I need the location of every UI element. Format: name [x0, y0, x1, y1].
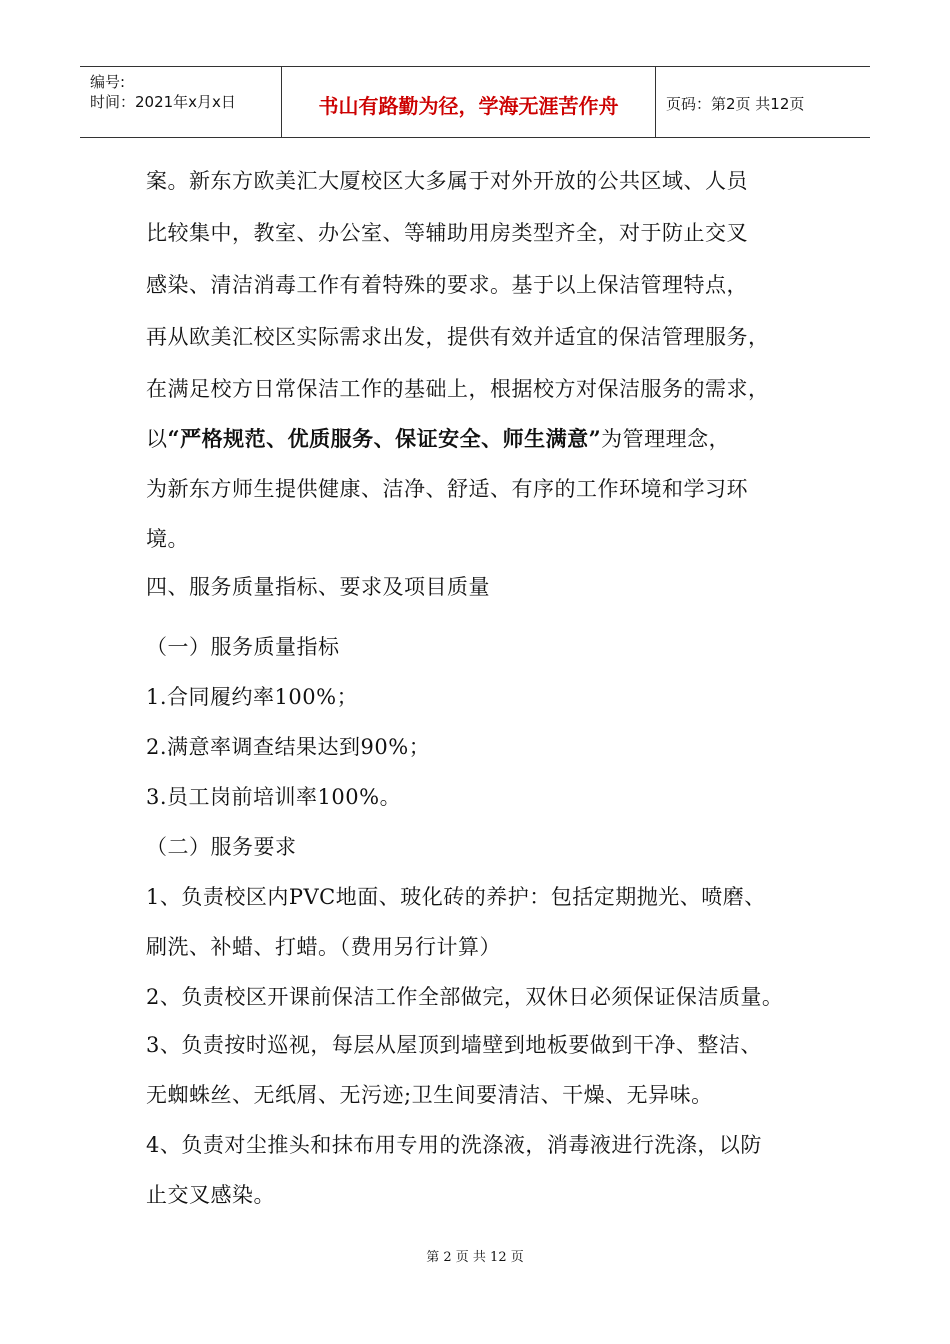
doc-number-label: 编号: [90, 73, 126, 91]
body-line: 在满足校方日常保洁工作的基础上，根据校方对保洁服务的需求， [146, 377, 770, 401]
body-line: 为新东方师生提供健康、洁净、舒适、有序的工作环境和学习环 [146, 477, 748, 501]
list-item: 4、负责对尘推头和抹布用专用的洗涤液，消毒液进行洗涤，以防 [146, 1133, 762, 1157]
header-page-cell [656, 67, 870, 137]
list-item: 止交叉感染。 [146, 1183, 275, 1207]
philosophy-emphasis: “严格规范、优质服务、保证安全、师生满意” [167, 426, 602, 451]
page-footer: 第 2 页 共 12 页 [426, 1250, 524, 1265]
header-motto: 书山有路勤为径，学海无涯苦作舟 [318, 94, 619, 118]
doc-date-label: 时间：2021年x月x日 [90, 93, 236, 111]
subsection-heading: （二）服务要求 [146, 835, 297, 859]
philosophy-prefix: 以 [146, 427, 168, 451]
section-heading: 四、服务质量指标、要求及项目质量 [146, 575, 490, 599]
body-line: 比较集中，教室、办公室、等辅助用房类型齐全，对于防止交叉 [146, 221, 748, 245]
list-item: 2、负责校区开课前保洁工作全部做完，双休日必须保证保洁质量。 [146, 985, 784, 1009]
list-item: 刷洗、补蜡、打蜡。（费用另行计算） [146, 935, 501, 959]
header-meta-cell [80, 67, 282, 137]
list-item: 2.满意率调查结果达到90%； [146, 735, 431, 759]
body-line: 境。 [146, 527, 189, 551]
body-line: 感染、清洁消毒工作有着特殊的要求。基于以上保洁管理特点， [146, 273, 748, 297]
header-page-info: 页码：第2页 共12页 [666, 95, 805, 113]
header-motto-cell [282, 67, 656, 137]
subsection-heading: （一）服务质量指标 [146, 635, 340, 659]
list-item: 1.合同履约率100%； [146, 685, 359, 709]
body-line: 案。新东方欧美汇大厦校区大多属于对外开放的公共区域、人员 [146, 169, 748, 193]
body-line-philosophy [146, 423, 730, 453]
list-item: 无蜘蛛丝、无纸屑、无污迹;卫生间要清洁、干燥、无异味。 [146, 1083, 713, 1107]
philosophy-suffix: 为管理理念， [601, 427, 731, 451]
list-item: 3、负责按时巡视，每层从屋顶到墙壁到地板要做到干净、整洁、 [146, 1033, 762, 1057]
list-item: 1、负责校区内PVC地面、玻化砖的养护：包括定期抛光、喷磨、 [146, 885, 766, 909]
document-header [80, 66, 870, 138]
body-line: 再从欧美汇校区实际需求出发，提供有效并适宜的保洁管理服务， [146, 325, 770, 349]
list-item: 3.员工岗前培训率100%。 [146, 785, 402, 809]
